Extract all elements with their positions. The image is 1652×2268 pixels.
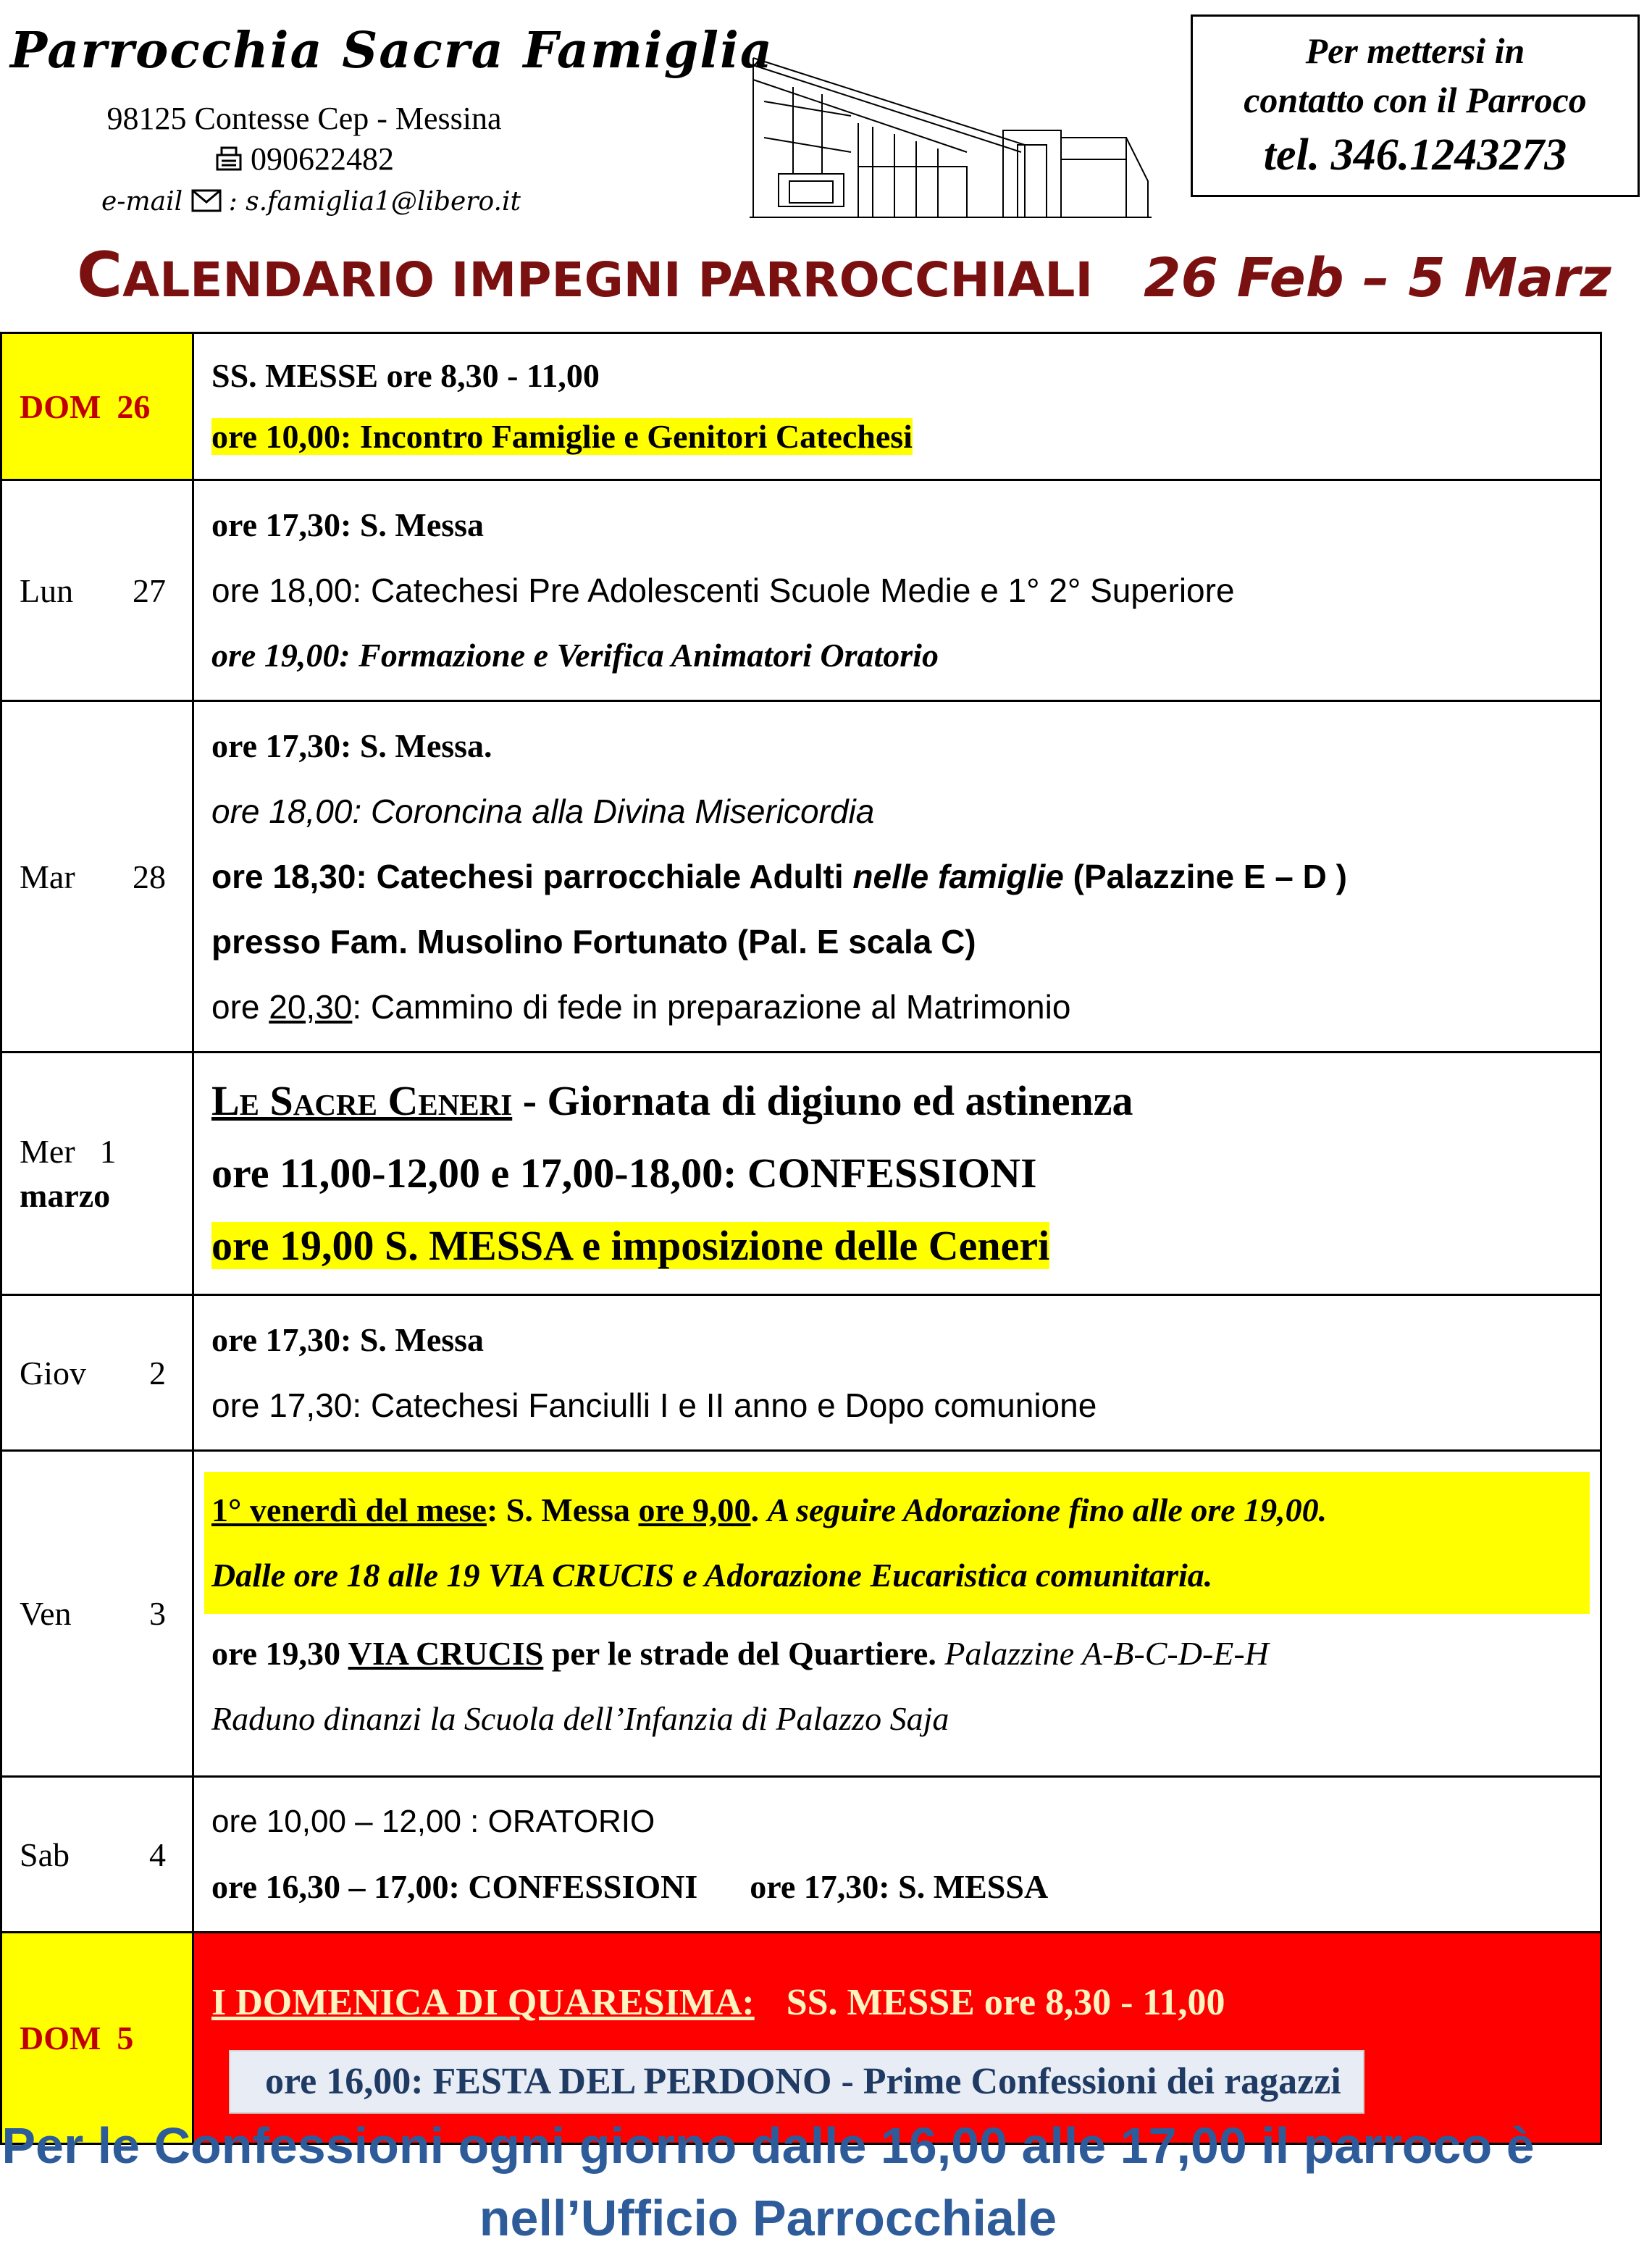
event-text: SS. MESSE ore 8,30 - 11,00 <box>786 1981 1225 2023</box>
schedule-table <box>0 332 1602 2145</box>
events-cell <box>193 480 1601 701</box>
events-cell <box>193 1451 1601 1777</box>
event-text: ore 17,30: S. MESSA <box>750 1868 1049 1905</box>
day-cell <box>1 1451 193 1777</box>
day-cell <box>1 333 193 480</box>
row-sab-4 <box>1 1777 1601 1933</box>
day-cell <box>1 1777 193 1933</box>
day-number: 1 <box>99 1133 117 1170</box>
phone-number: 090622482 <box>251 141 394 177</box>
event-text: : Cammino di fede in preparazione al Matrimonio <box>352 988 1071 1026</box>
event-line <box>211 1963 1582 2043</box>
day-month: marzo <box>20 1177 111 1214</box>
parish-phone <box>87 141 521 180</box>
first-friday-highlight <box>204 1472 1590 1614</box>
event-text: Palazzine A-B-C-D-E-H <box>944 1634 1269 1672</box>
parish-email <box>101 187 521 219</box>
day-number: 3 <box>149 1595 166 1632</box>
events-cell <box>193 701 1601 1053</box>
event-line: ore 17,30: Catechesi Fanciulli I e II anno e Dopo comunione <box>211 1386 1097 1424</box>
day-label: DOM <box>20 388 101 425</box>
row-dom-5 <box>1 1933 1601 2144</box>
day-cell <box>1 1933 193 2144</box>
day-label: Ven <box>20 1595 72 1632</box>
event-text: A seguire Adorazione fino alle ore 19,00. <box>767 1491 1328 1528</box>
event-line-highlighted: ore 19,00 S. MESSA e imposizione delle Ceneri <box>211 1222 1050 1269</box>
events-cell <box>193 1933 1601 2144</box>
day-label: DOM <box>20 2020 101 2056</box>
day-cell <box>1 1053 193 1295</box>
event-text: ore 19,30 <box>211 1634 348 1672</box>
day-cell <box>1 480 193 701</box>
day-label: Lun <box>20 572 74 609</box>
events-cell <box>193 1053 1601 1295</box>
event-line: ore 19,00: Formazione e Verifica Animatori Oratorio <box>211 637 939 674</box>
row-ven-3 <box>1 1451 1601 1777</box>
event-text: 20,30 <box>269 988 353 1026</box>
event-text: nelle famiglie <box>852 858 1064 895</box>
event-line-highlighted: ore 10,00: Incontro Famiglie e Genitori Catechesi <box>211 418 913 455</box>
contact-line-1: Per mettersi in <box>1305 30 1525 71</box>
event-line: ore 18,00: Catechesi Pre Adolescenti Scuole Medie e 1° 2° Superiore <box>211 572 1235 609</box>
contact-phone: tel. 346.1243273 <box>1263 130 1567 180</box>
event-text: - Giornata di digiuno ed astinenza <box>512 1077 1133 1124</box>
event-text: (Palazzine E – D ) <box>1063 858 1347 895</box>
day-number: 4 <box>149 1836 166 1873</box>
event-text: ore <box>211 988 269 1026</box>
festa-perdono-band: ore 16,00: FESTA DEL PERDONO - Prime Confessioni dei ragazzi <box>229 2050 1364 2114</box>
day-label: Mer <box>20 1133 75 1170</box>
contact-box <box>1191 14 1640 197</box>
day-number: 27 <box>133 572 166 609</box>
row-giov-2 <box>1 1295 1601 1451</box>
event-line: Dalle ore 18 alle 19 VIA CRUCIS e Adorazione Eucaristica comunitaria. <box>211 1556 1213 1594</box>
event-line <box>211 1065 1582 1137</box>
event-line <box>211 844 1582 909</box>
event-text: ore 9,00 <box>638 1491 751 1528</box>
footer-line-1: Per le Confessioni ogni giorno dalle 16,00 alle 17,00 il parroco è <box>1 2117 1535 2174</box>
parish-name: Parrocchia Sacra Famiglia <box>10 22 773 80</box>
email-address: : s.famiglia1@libero.it <box>228 187 521 217</box>
event-text: ore 16,30 – 17,00: CONFESSIONI <box>211 1868 698 1905</box>
envelope-icon <box>191 189 222 219</box>
telephone-icon <box>214 143 243 180</box>
footer-line-2: nell’Ufficio Parrocchiale <box>479 2190 1057 2246</box>
event-line <box>211 974 1582 1039</box>
row-lun-27 <box>1 480 1601 701</box>
event-text: I DOMENICA DI QUARESIMA: <box>211 1981 755 2023</box>
event-line: ore 17,30: S. Messa. <box>211 727 492 764</box>
event-text: ore 18,30: Catechesi parrocchiale Adulti <box>211 858 853 895</box>
event-line: presso Fam. Musolino Fortunato (Pal. E scala C) <box>211 923 976 961</box>
event-line <box>211 1621 1582 1686</box>
title-cap: C <box>77 239 123 311</box>
row-mer-1 <box>1 1053 1601 1295</box>
title-text: ALENDARIO IMPEGNI PARROCCHIALI <box>122 252 1094 308</box>
event-line <box>211 1854 1582 1920</box>
day-cell <box>1 701 193 1053</box>
event-line: ore 11,00-12,00 e 17,00-18,00: CONFESSIONI <box>211 1150 1037 1197</box>
day-number: 2 <box>149 1354 166 1392</box>
event-text: : S. Messa <box>486 1491 639 1528</box>
church-drawing <box>750 36 1155 228</box>
day-label: Giov <box>20 1354 86 1392</box>
event-line: ore 17,30: S. Messa <box>211 1321 485 1358</box>
event-text: Le Sacre Ceneri <box>211 1077 513 1124</box>
event-line: Raduno dinanzi la Scuola dell’Infanzia di Palazzo Saja <box>211 1699 949 1737</box>
page-title <box>77 239 1611 311</box>
event-text: VIA CRUCIS <box>348 1634 544 1672</box>
email-label: e-mail <box>101 187 183 217</box>
event-line: ore 18,00: Coroncina alla Divina Misericordia <box>211 792 875 830</box>
events-cell <box>193 333 1601 480</box>
day-label: Mar <box>20 858 75 895</box>
event-line <box>211 1478 1582 1543</box>
event-line: ore 10,00 – 12,00 : ORATORIO <box>211 1804 655 1839</box>
row-mar-28 <box>1 701 1601 1053</box>
event-text: per le strade del Quartiere. <box>543 1634 945 1672</box>
day-cell <box>1 1295 193 1451</box>
event-line: ore 17,30: S. Messa <box>211 506 485 543</box>
event-line: SS. MESSE ore 8,30 - 11,00 <box>211 357 600 394</box>
events-cell <box>193 1295 1601 1451</box>
day-number: 5 <box>117 2020 134 2056</box>
event-text: 1° venerdì del mese <box>211 1491 487 1528</box>
row-dom-26 <box>1 333 1601 480</box>
day-number: 26 <box>117 388 151 425</box>
events-cell <box>193 1777 1601 1933</box>
title-dates: 26 Feb – 5 Marz <box>1144 247 1611 309</box>
day-number: 28 <box>133 858 166 895</box>
day-label: Sab <box>20 1836 70 1873</box>
event-text: . <box>750 1491 768 1528</box>
parish-address: 98125 Contesse Cep - Messina <box>106 101 502 136</box>
contact-line-2: contatto con il Parroco <box>1244 80 1587 120</box>
